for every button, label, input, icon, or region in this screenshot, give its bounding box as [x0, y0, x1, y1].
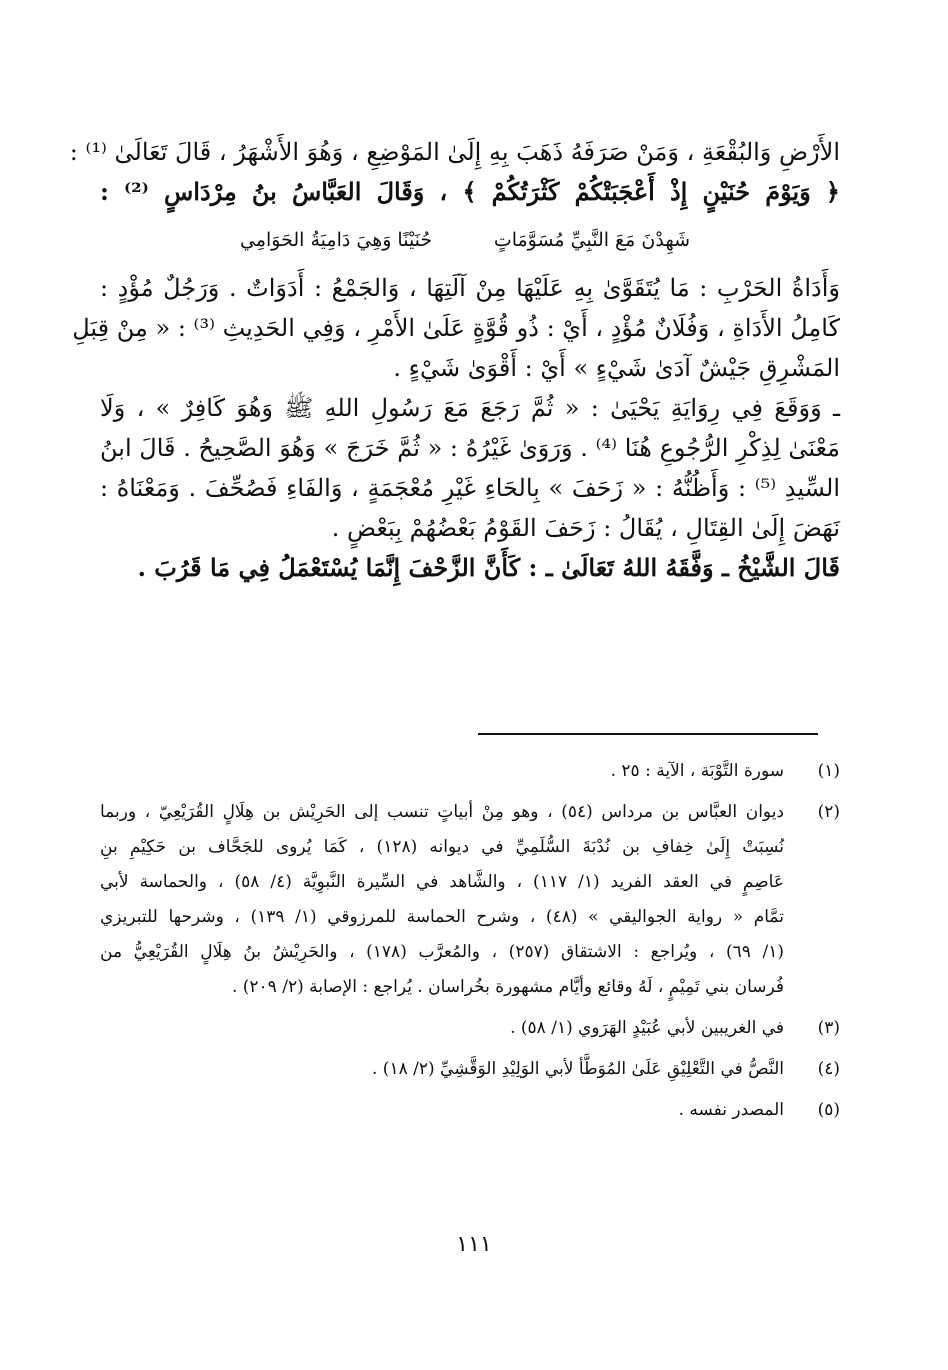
main-text — [69, 132, 841, 588]
text-line: ـ وَوَقَعَ فِي رِوَايَةِ يَحْيَىٰ : « ثُمَّ رَجَعَ مَعَ رَسُولِ اللهِ ﷺ وَهُوَ كَافِرٌ » ، وَلَا — [100, 394, 840, 422]
poetry-verse — [100, 212, 840, 268]
footnote-number: (١) — [817, 761, 840, 781]
footnote-line: نُسِبَتْ إِلَىٰ خِفافِ بن نُدْبَةَ السُّلَمِيِّ في ديوانه (١٢٨) ، كَمَا يُروى للجَحَّاف بن حَكِيْمِ بنِ — [100, 837, 784, 857]
text-line: كَامِلُ الأَدَاةِ ، وَفُلَانٌ مُؤْدٍ ، أَيْ : ذُو قُوَّةٍ عَلَىٰ الأَمْرِ ، وَفِي الحَدِيثِ ⁽³⁾ : « مِنْ قِبَلِ — [72, 314, 840, 342]
footnotes — [100, 754, 840, 1134]
footnote-number: (٣) — [817, 1018, 840, 1038]
footnote-line: المصدر نفسه . — [678, 1100, 784, 1120]
text-line: مَعْنَىٰ لِذِكْرِ الرُّجُوعِ هُنَا ⁽⁴⁾ . وَرَوَىٰ غَيْرُهُ : « ثُمَّ خَرَجَ » وَهُوَ الصَّحِيحُ . قَالَ ابنُ — [100, 434, 841, 462]
footnote-line: تمَّام « رواية الجواليقي » (٤٨) ، وشرح الحماسة للمرزوقي (١/ ١٣٩) ، وشرحها للتبريزي — [100, 907, 784, 927]
text-line-sheikh-comment: قَالَ الشَّيْخُ ـ وَفَّقَهُ اللهُ تَعَالَىٰ ـ : كَأَنَّ الزَّحْفَ إِنَّمَا يُسْتَعْمَلُ فِي مَا قَرُبَ . — [137, 553, 840, 582]
footnote-line: فُرسان بني تَمِيْمٍ ، لَهُ وقائع وأيَّام مشهورة بخُراسان . يُراجع : الإصابة (٢/ ٢٠٩) . — [231, 977, 784, 997]
footnote-3 — [100, 1011, 840, 1046]
page-number: ١١١ — [456, 1232, 492, 1257]
footnote-5 — [100, 1093, 840, 1128]
footnote-line: سورة التَّوْبَة ، الآية : ٢٥ . — [610, 761, 784, 781]
footnote-separator — [478, 733, 818, 735]
footnote-1 — [100, 754, 840, 789]
footnote-2 — [100, 795, 840, 1005]
footnote-line: عَاصِمٍ في العقد الفريد (١/ ١١٧) ، والشَّاهد في السِّيرة النَّبوِيَّة (٤/ ٥٨) ، والحماسة لأبي — [100, 872, 784, 892]
footnote-number: (٤) — [817, 1059, 840, 1079]
footnote-number: (٢) — [817, 802, 840, 822]
footnote-line: (١/ ٦٩) ، ويُراجع : الاشتقاق (٢٥٧) ، والمُعرَّب (١٧٨) ، والحَرِيْشُ بنُ هِلَالٍ القُرَيْعِيُّ من — [100, 942, 784, 962]
text-line: وَأَدَاةُ الحَرْبِ : مَا يُتَقَوَّىٰ بِهِ عَلَيْهَا مِنْ آلَتِهَا ، وَالجَمْعُ : أَدَوَاتٌ . وَرَجُلٌ مُؤْدٍ : — [100, 274, 840, 302]
text-line-quran: ﴿ وَيَوْمَ حُنَيْنٍ إِذْ أَعْجَبَتْكُمْ كَثْرَتُكُمْ ﴾ ، وَقَالَ العَبَّاسُ بنُ مِرْدَاسٍ ⁽²⁾ : — [100, 177, 840, 206]
footnote-line: ديوان العبَّاس بن مرداس (٥٤) ، وهو مِنْ أبياتٍ تنسب إلى الحَرِيْش بن هِلَالٍ القُرَيْعِيّ ، وربما — [100, 802, 784, 822]
footnote-line: في الغريبين لأبي عُبَيْدٍ الهَرَوي (١/ ٥٨) . — [510, 1018, 784, 1038]
text-line: السِّيدِ ⁽⁵⁾ : وَأَظُنُّهُ : « زَحَفَ » بِالحَاءِ غَيْرِ مُعْجَمَةٍ ، وَالفَاءِ فَصُحِّفَ . وَمَعْنَاهُ : — [100, 474, 840, 502]
footnote-number: (٥) — [817, 1100, 840, 1120]
text-line: الأَرْضِ وَالبُقْعَةِ ، وَمَنْ صَرَفَهُ ذَهَبَ بِهِ إِلَىٰ المَوْضِعِ ، وَهُوَ الأَشْهَرُ ، قَالَ تَعَالَىٰ ⁽¹⁾ : — [69, 138, 840, 166]
text-line: نَهَضَ إِلَىٰ القِتَالِ ، يُقَالُ : زَحَفَ القَوْمُ بَعْضُهُمْ بِبَعْضٍ . — [331, 514, 840, 542]
verse-first-hemistich: شَهِدْنَ مَعَ النَّبِيِّ مُسَوَّمَاتٍ — [493, 229, 690, 251]
footnote-line: النَّصُّ في التَّعْلِيْقِ عَلَىٰ المُوَطَّأ لأبي الوَلِيْدِ الوَقَّشِيِّ (٢/ ١٨) . — [371, 1059, 784, 1079]
verse-second-hemistich: حُنَيْنًا وَهِيَ دَامِيَةُ الحَوَامِي — [240, 229, 433, 251]
footnote-4 — [100, 1052, 840, 1087]
text-line: المَشْرِقِ جَيْشٌ آدَىٰ شَيْءٍ » أَيْ : أَقْوَىٰ شَيْءٍ . — [393, 354, 840, 382]
